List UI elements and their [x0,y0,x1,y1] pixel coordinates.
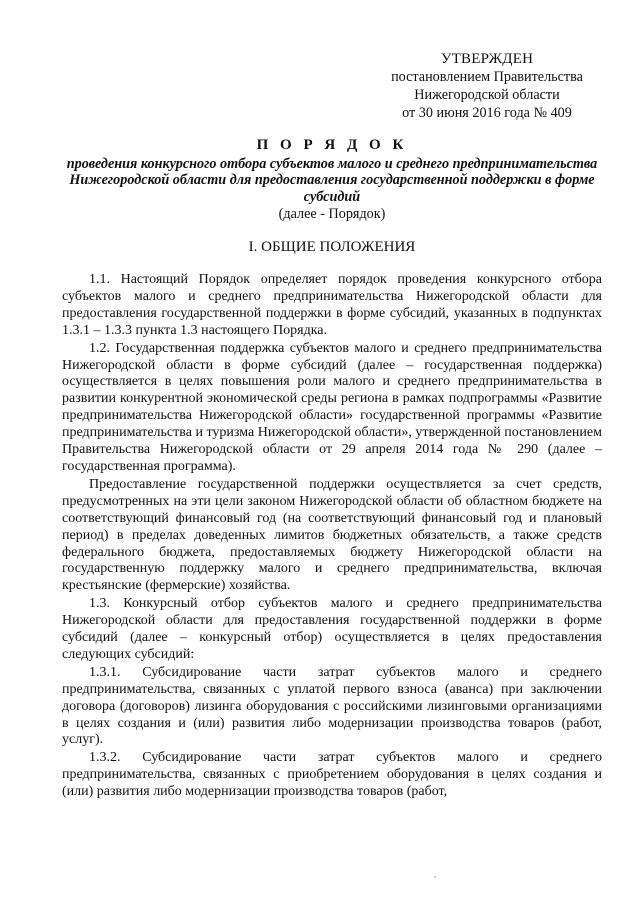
document-title-block [62,137,602,223]
paragraph-1-3: 1.3. Конкурсный отбор субъектов малого и среднего предпринимательства Нижегородской области для предоставления государственной поддержки в форме субсидий (далее – конкурсный отбор) осуществляется в целях предоставления следующих субсидий: [62,596,602,662]
paragraph-funding: Предоставление государственной поддержки осуществляется за счет средств, предусмотренных на эти цели законом Нижегородской области об областном бюджете на соответствующий финансовый год (на соответствующий финансовый год и плановый период) в пределах доведенных лимитов бюджетных обязательств, а также средств федерального бюджета, предоставляемых бюджету Нижегородской области на государственную поддержку малого и среднего предпринимательства, включая крестьянские (фермерские) хозяйства. [62,476,602,594]
document-heading: П О Р Я Д О К [256,137,408,153]
approval-block [372,50,602,122]
paragraph-1-3-2: 1.3.2. Субсидирование части затрат субъектов малого и среднего предпринимательства, связанных с приобретением оборудования в целях создания и (или) развития либо модернизации производства товаров (работ, [62,750,602,800]
paragraph-1-2: 1.2. Государственная поддержка субъектов малого и среднего предпринимательства Нижегородской области в форме субсидий (далее – государственная поддержка) осуществляется в целях повышения роли малого и среднего предпринимательства в развитии конкурентной экономической среды региона в рамках подпрограммы «Развитие предпринимательства Нижегородской области» государственной программы «Развитие предпринимательства и туризма Нижегородской области», утвержденной постановлением Правительства Нижегородской области от 29 апреля 2014 года № 290 (далее – государственная программа). [62,340,602,474]
approval-line-2: Нижегородской области [414,87,560,103]
document-subtitle: проведения конкурсного отбора субъектов малого и среднего предпринимательства Нижегородской области для предоставления государственной поддержки в форме субсидий [66,155,598,205]
section-heading: I. ОБЩИЕ ПОЛОЖЕНИЯ [248,239,416,255]
paragraph-1-1: 1.1. Настоящий Порядок определяет порядок проведения конкурсного отбора субъектов малого и среднего предпринимательства Нижегородской области для предоставления государственной поддержки в форме субсидий, указанных в подпунктах 1.3.1 – 1.3.3 пункта 1.3 настоящего Порядка. [62,272,602,338]
approval-line-3: от 30 июня 2016 года № 409 [402,105,572,121]
document-body [62,272,602,802]
approval-line-1: постановлением Правительства [391,69,583,85]
paragraph-1-3-1: 1.3.1. Субсидирование части затрат субъектов малого и среднего предпринимательства, связанных с уплатой первого взноса (аванса) при заключении договора (договоров) лизинга оборудования с российскими лизинговыми организациями в целях создания и (или) развития либо модернизации производства товаров (работ, услуг). [62,664,602,748]
scan-speck [434,876,436,878]
approval-stamp: УТВЕРЖДЕН [440,51,534,67]
document-short-name: (далее - Порядок) [278,206,386,222]
